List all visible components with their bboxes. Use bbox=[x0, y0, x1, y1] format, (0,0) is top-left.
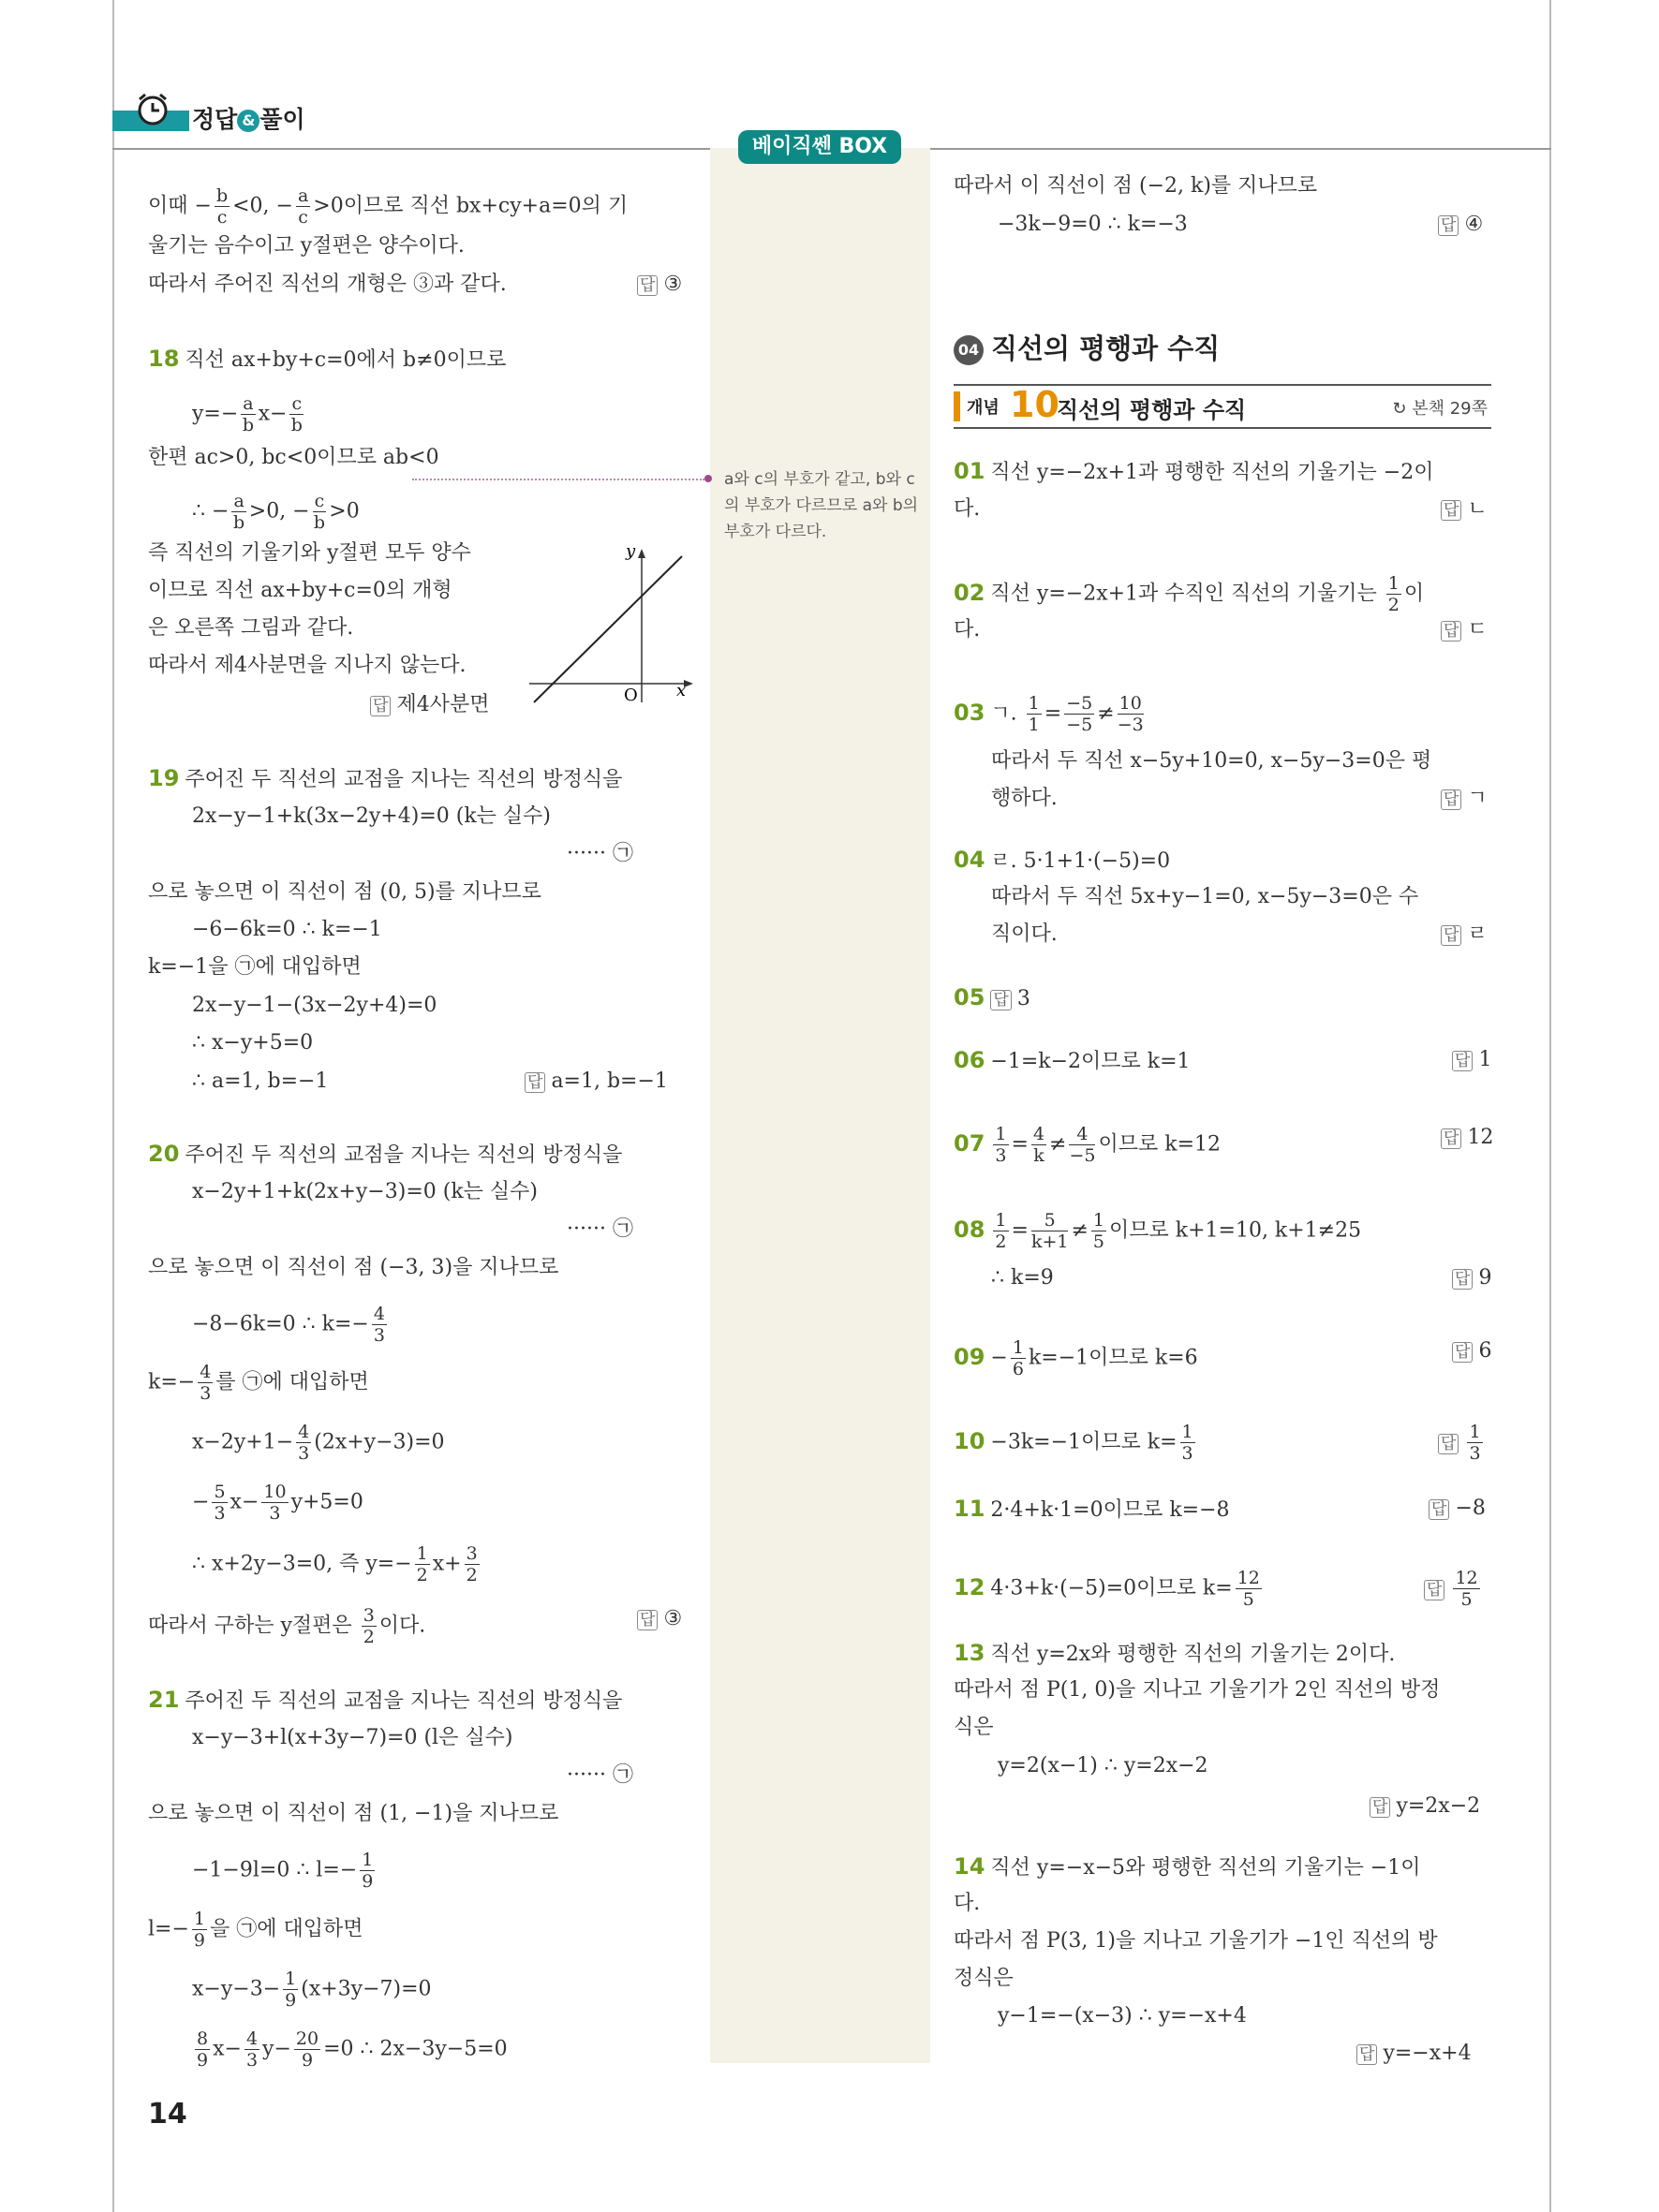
refresh-arrow-icon: ↻ bbox=[1392, 399, 1413, 419]
r13-line4: y=2(x−1) ∴ y=2x−2 bbox=[998, 1754, 1208, 1777]
p20-line6: k=− $\frac{4}{3}$ 를 ㉠에 대입하면 bbox=[148, 1362, 369, 1404]
r13-line2: 따라서 점 P(1, 0)을 지나고 기울기가 2인 직선의 방정 bbox=[954, 1678, 1441, 1702]
header-title bbox=[192, 101, 305, 135]
r06-line: 06 −1=k−2이므로 k=1 bbox=[954, 1047, 1191, 1073]
p20-answer: 답 ③ bbox=[637, 1605, 682, 1634]
r06-answer: 답 1 bbox=[1452, 1046, 1491, 1075]
p20-line10: 따라서 구하는 y절편은 $\frac{3}{2}$ 이다. bbox=[148, 1605, 426, 1647]
r07-answer: 답 12 bbox=[1441, 1124, 1493, 1153]
p20-line9: ∴ x+2y−3=0, 즉 y=− $\frac{1}{2}$ x+ $\frac{3}{2}$ bbox=[192, 1543, 478, 1585]
r08-line2: ∴ k=9 bbox=[991, 1266, 1054, 1290]
header-amp: & bbox=[237, 110, 259, 132]
p17-line2: 울기는 음수이고 y절편은 양수이다. bbox=[148, 234, 465, 258]
p19-line1: 19 주어진 두 직선의 교점을 지나는 직선의 방정식을 bbox=[148, 765, 623, 791]
answer-icon: 답 bbox=[1452, 1269, 1473, 1290]
answer-icon: 답 bbox=[1370, 1797, 1390, 1818]
r05-line: 05 답 3 bbox=[954, 984, 1030, 1010]
basic-box-tab: 베이직쎈 BOX bbox=[738, 130, 901, 164]
concept-accent-bar bbox=[954, 391, 960, 421]
p21-line7: x−y−3− $\frac{1}{9}$ (x+3y−7)=0 bbox=[192, 1969, 432, 2011]
r14-answer: 답 y=−x+4 bbox=[1356, 2040, 1472, 2069]
r01-answer: 답 ㄴ bbox=[1441, 495, 1488, 524]
p21-line3: ······ ㉠ bbox=[567, 1763, 633, 1787]
r12-line: 12 4·3+k·(−5)=0이므로 k= $\frac{12}{5}$ bbox=[954, 1568, 1260, 1610]
p20-line2: x−2y+1+k(2x+y−3)=0 (k는 실수) bbox=[192, 1180, 538, 1203]
answer-icon: 답 bbox=[1441, 1128, 1461, 1149]
p21-line4: 으로 놓으면 이 직선이 점 (1, −1)을 지나므로 bbox=[148, 1802, 559, 1825]
r09-answer: 답 6 bbox=[1452, 1337, 1491, 1366]
p20-line3: ······ ㉠ bbox=[567, 1217, 633, 1241]
r10-answer: 답 $\frac{1}{3}$ bbox=[1438, 1422, 1486, 1464]
r13-line3: 식은 bbox=[954, 1716, 994, 1739]
p18-line2: y=− $\frac{a}{b}$ x− $\frac{c}{b}$ bbox=[192, 393, 303, 435]
answer-icon: 답 bbox=[1441, 789, 1461, 810]
r14-line2: 다. bbox=[954, 1892, 981, 1915]
r-top-line1: 따라서 이 직선이 점 (−2, k)를 지나므로 bbox=[954, 174, 1318, 198]
p18-line1: 18 직선 ax+by+c=0에서 b≠0이므로 bbox=[148, 346, 507, 372]
r03-line1: 03 ㄱ. $\frac{1}{1}$ = $\frac{-5}{-5}$ ≠ $\frac{10}{-3}$ bbox=[954, 693, 1144, 735]
sidebar-note: a와 c의 부호가 같고, b와 c의 부호가 다르므로 a와 b의 부호가 다르다. bbox=[724, 470, 919, 541]
r03-line2: 따라서 두 직선 x−5y+10=0, x−5y−3=0은 평 bbox=[991, 749, 1432, 773]
p21-line8: $\frac{8}{9}$ x− $\frac{4}{3}$ y− $\frac{20}{9}$ =0 ∴ 2x−3y−5=0 bbox=[197, 2028, 508, 2071]
r14-line4: 정식은 bbox=[954, 1967, 1014, 1990]
alarm-clock-icon bbox=[134, 90, 171, 127]
r09-line: 09 − $\frac{1}{6}$ k=−1이므로 k=6 bbox=[954, 1337, 1198, 1379]
graph-origin-label: O bbox=[624, 686, 638, 705]
p17-line1: 이때 − $\frac{b}{c}$ <0, − $\frac{a}{c}$ >0이므로 직선 bx+cy+a=0의 기 bbox=[148, 185, 629, 228]
header-title-b: 풀이 bbox=[259, 106, 305, 133]
p20-line8: − $\frac{5}{3}$ x− $\frac{10}{3}$ y+5=0 bbox=[192, 1482, 363, 1524]
answer-icon: 답 bbox=[1424, 1580, 1444, 1600]
p19-line9: ∴ a=1, b=−1 bbox=[192, 1069, 329, 1093]
r03-line3: 행하다. bbox=[991, 787, 1058, 810]
basic-box-sidebar bbox=[710, 148, 930, 2063]
answer-icon: 답 bbox=[370, 696, 391, 716]
answer-icon: 답 bbox=[637, 275, 658, 296]
r07-line: 07 $\frac{1}{3}$ = $\frac{4}{k}$ ≠ $\frac{4}{-5}$ 이므로 k=12 bbox=[954, 1124, 1221, 1166]
r08-answer: 답 9 bbox=[1452, 1264, 1491, 1293]
p19-answer: 답 a=1, b=−1 bbox=[525, 1068, 668, 1097]
p18-line8: 따라서 제4사분면을 지나지 않는다. bbox=[148, 654, 467, 677]
p19-line8: ∴ x−y+5=0 bbox=[192, 1031, 314, 1054]
r11-line: 11 2·4+k·1=0이므로 k=−8 bbox=[954, 1496, 1230, 1522]
p19-line5: −6−6k=0 ∴ k=−1 bbox=[192, 918, 382, 941]
r-top-answer: 답 ④ bbox=[1438, 211, 1483, 240]
p19-line3: ······ ㉠ bbox=[567, 842, 633, 865]
graph-y-label: y bbox=[626, 543, 636, 561]
p19-line2: 2x−y−1+k(3x−2y+4)=0 (k는 실수) bbox=[192, 804, 551, 828]
p20-line1: 20 주어진 두 직선의 교점을 지나는 직선의 방정식을 bbox=[148, 1141, 623, 1167]
concept-banner: 개념 10 직선의 평행과 수직 ↻ 본책 29쪽 bbox=[954, 384, 1491, 429]
page-number: 14 bbox=[148, 2098, 187, 2131]
answer-icon: 답 bbox=[525, 1072, 545, 1093]
p17-line3: 따라서 주어진 직선의 개형은 ③과 같다. bbox=[148, 273, 507, 296]
note-bullet bbox=[704, 475, 712, 482]
p20-line5: −8−6k=0 ∴ k=− $\frac{4}{3}$ bbox=[192, 1304, 385, 1346]
r02-line2: 다. bbox=[954, 618, 981, 641]
p18-answer: 답 제4사분면 bbox=[370, 691, 489, 720]
book-reference: ↻ 본책 29쪽 bbox=[1392, 399, 1488, 419]
p18-line3: 한편 ac>0, bc<0이므로 ab<0 bbox=[148, 446, 439, 469]
note-leader-line bbox=[412, 479, 704, 480]
r12-answer: 답 $\frac{12}{5}$ bbox=[1424, 1568, 1483, 1610]
answer-icon: 답 bbox=[1429, 1499, 1449, 1520]
r-top-line2: −3k−9=0 ∴ k=−3 bbox=[998, 213, 1188, 236]
answer-icon: 답 bbox=[637, 1610, 658, 1630]
r14-line3: 따라서 점 P(3, 1)을 지나고 기울기가 −1인 직선의 방 bbox=[954, 1929, 1438, 1953]
r13-answer: 답 y=2x−2 bbox=[1370, 1792, 1480, 1821]
p17-answer: 답 ③ bbox=[637, 271, 682, 300]
r02-line1: 02 직선 y=−2x+1과 수직인 직선의 기울기는 $\frac{1}{2}$ 이 bbox=[954, 573, 1425, 615]
answer-icon: 답 bbox=[1452, 1051, 1473, 1071]
p20-line4: 으로 놓으면 이 직선이 점 (−3, 3)을 지나므로 bbox=[148, 1256, 559, 1279]
answer-icon: 답 bbox=[1441, 925, 1461, 946]
p21-line2: x−y−3+l(x+3y−7)=0 (l은 실수) bbox=[192, 1726, 513, 1749]
r03-answer: 답 ㄱ bbox=[1441, 785, 1488, 814]
p21-line5: −1−9l=0 ∴ l=− $\frac{1}{9}$ bbox=[192, 1850, 374, 1892]
p20-line7: x−2y+1− $\frac{4}{3}$ (2x+y−3)=0 bbox=[192, 1422, 445, 1464]
p18-line6: 이므로 직선 ax+by+c=0의 개형 bbox=[148, 579, 452, 602]
r11-answer: 답 −8 bbox=[1429, 1495, 1486, 1524]
p18-line4: ∴ − $\frac{a}{b}$ >0, − $\frac{c}{b}$ >0 bbox=[192, 491, 360, 533]
p19-line6: k=−1을 ㉠에 대입하면 bbox=[148, 955, 362, 979]
r10-line: 10 −3k=−1이므로 k= $\frac{1}{3}$ bbox=[954, 1422, 1193, 1464]
answer-icon: 답 bbox=[1438, 215, 1459, 236]
r13-line1: 13 직선 y=2x와 평행한 직선의 기울기는 2이다. bbox=[954, 1640, 1396, 1666]
p19-line4: 으로 놓으면 이 직선이 점 (0, 5)를 지나므로 bbox=[148, 880, 541, 904]
p21-line6: l=− $\frac{1}{9}$ 을 ㉠에 대입하면 bbox=[148, 1909, 363, 1951]
p18-line-graph bbox=[525, 543, 693, 707]
answer-icon: 답 bbox=[1452, 1342, 1473, 1363]
r01-line1: 01 직선 y=−2x+1과 평행한 직선의 기울기는 −2이 bbox=[954, 458, 1434, 484]
answer-icon: 답 bbox=[1356, 2044, 1377, 2065]
answer-icon: 답 bbox=[1441, 500, 1461, 521]
p18-line7: 은 오른쪽 그림과 같다. bbox=[148, 616, 354, 640]
r08-line1: 08 $\frac{1}{2}$ = $\frac{5}{k+1}$ ≠ $\frac{1}{5}$ 이므로 k+1=10, k+1≠25 bbox=[954, 1210, 1362, 1252]
r02-answer: 답 ㄷ bbox=[1441, 616, 1488, 645]
answer-icon: 답 bbox=[1438, 1434, 1459, 1454]
p21-line1: 21 주어진 두 직선의 교점을 지나는 직선의 방정식을 bbox=[148, 1687, 623, 1713]
answer-icon: 답 bbox=[1441, 621, 1461, 641]
section-heading: 04 직선의 평행과 수직 bbox=[954, 328, 1220, 366]
r14-line1: 14 직선 y=−x−5와 평행한 직선의 기울기는 −1이 bbox=[954, 1853, 1421, 1880]
r04-answer: 답 ㄹ bbox=[1441, 921, 1488, 950]
p19-line7: 2x−y−1−(3x−2y+4)=0 bbox=[192, 994, 437, 1017]
answer-icon: 답 bbox=[990, 990, 1011, 1010]
r04-line2: 따라서 두 직선 5x+y−1=0, x−5y−3=0은 수 bbox=[991, 885, 1419, 908]
r14-line5: y−1=−(x−3) ∴ y=−x+4 bbox=[998, 2004, 1247, 2028]
r04-line3: 직이다. bbox=[991, 922, 1058, 946]
r01-line2: 다. bbox=[954, 497, 981, 521]
graph-x-label: x bbox=[676, 681, 687, 700]
header-title-a: 정답 bbox=[192, 106, 238, 133]
r04-line1: 04 ㄹ. 5·1+1·(−5)=0 bbox=[954, 847, 1171, 873]
p18-line5: 즉 직선의 기울기와 y절편 모두 양수 bbox=[148, 541, 471, 565]
